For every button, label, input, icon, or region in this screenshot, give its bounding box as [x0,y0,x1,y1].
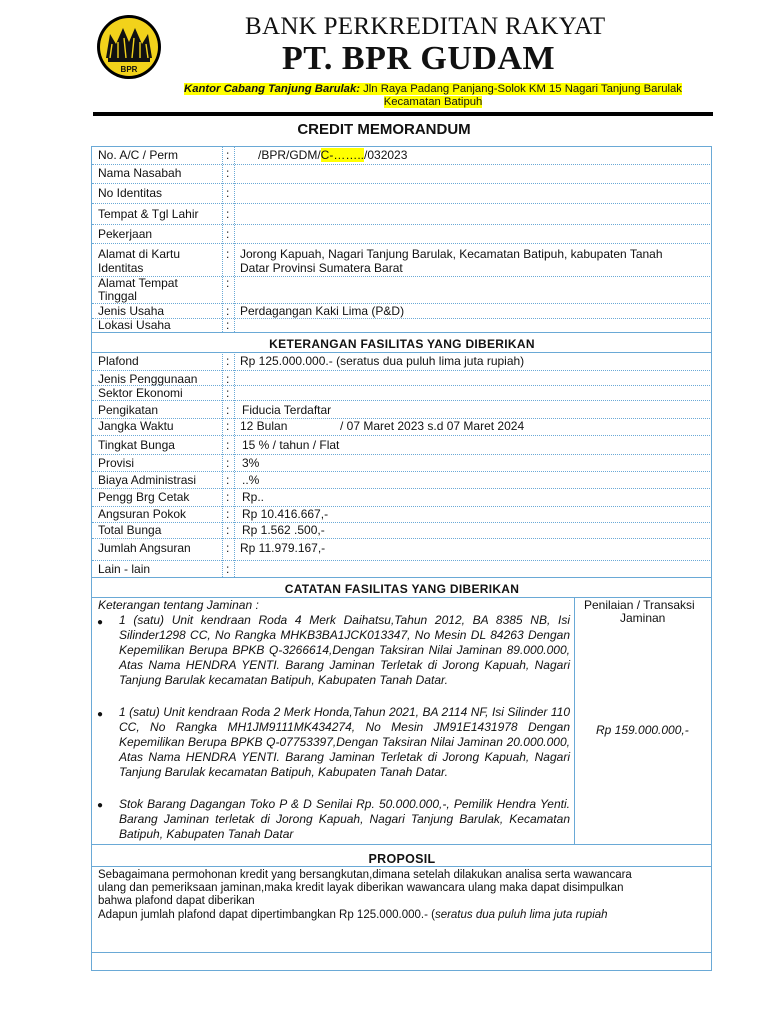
bank-name: BANK PERKREDITAN RAKYAT [245,13,606,40]
sep: : [226,276,230,290]
sep: : [226,386,230,400]
facility-section-title: KETERANGAN FASILITAS YANG DIBERIKAN [269,337,535,351]
account-suffix: /032023 [364,148,408,162]
branch-label: Kantor Cabang Tanjung Barulak: [184,83,360,95]
sep: : [226,148,230,162]
proposal-title: PROPOSIL [368,852,436,866]
logo-text: BPR [120,65,138,74]
sep: : [226,507,230,521]
label-account: No. A/C / Perm [98,148,179,162]
appraisal-value: Rp 159.000.000,- [596,723,689,737]
account-prefix: /BPR/GDM/ [258,148,321,162]
sep: : [226,207,230,221]
appraisal-heading-2: Jaminan [620,611,666,625]
address-line-2: Kecamatan Batipuh [383,96,483,108]
value-principal: Rp 10.416.667,- [242,507,329,521]
sep: : [226,562,230,576]
appraisal-heading-1: Penilaian / Transaksi [584,598,695,612]
value-id-address: Jorong Kapuah, Nagari Tanjung Barulak, Kecamatan Batipuh, kabupaten Tanah [240,247,663,261]
label-interest: Tingkat Bunga [98,438,175,452]
sep: : [226,523,230,537]
label-birth: Tempat & Tgl Lahir [98,207,199,221]
label-id-address: Alamat di Kartu [98,247,181,261]
bullet: ● [97,800,104,811]
bullet: ● [97,709,104,720]
label-term: Jangka Waktu [98,419,174,433]
sep: : [226,403,230,417]
label-job: Pekerjaan [98,227,153,241]
bpr-logo [96,14,162,80]
branch-address [170,83,696,109]
sep: : [226,354,230,368]
notes-section-title: CATATAN FASILITAS YANG DIBERIKAN [284,582,520,596]
value-binding: Fiducia Terdaftar [242,403,332,417]
sep: : [226,490,230,504]
value-interest: 15 % / tahun / Flat [242,438,340,452]
label-id: No Identitas [98,186,163,200]
bullet: ● [97,617,104,628]
value-admin-fee: ..% [242,473,260,487]
label-print-fee: Pengg Brg Cetak [98,490,190,504]
sep: : [226,372,230,386]
sep: : [226,419,230,433]
company-name: PT. BPR GUDAM [282,40,556,77]
sep: : [226,166,230,180]
label-installment: Jumlah Angsuran [98,541,191,555]
label-provision: Provisi [98,456,135,470]
value-plafond: Rp 125.000.000.- (seratus dua puluh lima juta rupiah) [240,354,525,368]
account-mark: C-…….. [320,148,365,162]
collateral-item: 1 (satu) Unit kendraan Roda 4 Merk Daihatsu,Tahun 2012, BA 8385 NB, Isi Silinder1298 CC, No Rangka MHKB3BA1JCK013347, No Mesin DL 84263 Dengan Kepemilikan Berupa BPKB Q-3266614,Dengan Taksiran Nilai Jaminan 89.000.000, Atas Nama HENDRA YENTI. Barang Jaminan Terletak di Jorong Kapuah, Nagari Tanjung Barulak kecamatan Batipuh, Kabupaten Tanah Datar. [119,613,570,687]
label-home-address-2: Tinggal [98,289,137,303]
header-rule [93,112,713,116]
proposal-amount: Adapun jumlah plafond dapat dipertimbangkan Rp 125.000.000.- ( [98,909,435,921]
sep: : [226,186,230,200]
label-others: Lain - lain [98,562,151,576]
value-term: 12 Bulan [240,419,288,433]
sep: : [226,304,230,318]
proposal-amount-words: seratus dua puluh lima juta rupiah [434,909,608,921]
value-term-period: / 07 Maret 2023 s.d 07 Maret 2024 [340,419,525,433]
value-business: Perdagangan Kaki Lima (P&D) [240,304,405,318]
label-id-address-2: Identitas [98,261,144,275]
collateral-item: 1 (satu) Unit kendraan Roda 2 Merk Honda,Tahun 2021, BA 2114 NF, Isi Silinder 110 CC, No Rangka MH1JM9111MK434274, No Mesin JM91E1431978 Dengan Kepemilikan Berupa BPKB Q-07753397,Dengan Taksiran Nilai Jaminan 20.000.000, Atas Nama HENDRA YENTI. Barang Jaminan Terletak di Jorong Kapuah, Nagari Tanjung Barulak kecamatan Batipuh, Kabupaten Tanah Datar. [119,705,570,779]
proposal-line-4 [98,909,608,922]
label-location: Lokasi Usaha [98,318,171,332]
label-home-address: Alamat Tempat [98,276,178,290]
label-plafond: Plafond [98,354,139,368]
collateral-item: Stok Barang Dagangan Toko P & D Senilai Rp. 50.000.000,-, Pemilik Hendra Yenti. Barang Jaminan terletak di Jorong Kapuah, Nagari Tanjung Barulak, Kecamatan Batipuh, Kabupaten Tanah Datar [119,797,570,841]
label-total-interest: Total Bunga [98,523,162,537]
value-installment: Rp 11.979.167,- [240,541,326,555]
label-sector: Sektor Ekonomi [98,386,183,400]
sep: : [226,247,230,261]
label-usage: Jenis Penggunaan [98,372,198,386]
address-line-1: Jln Raya Padang Panjang-Solok KM 15 Nagari Tanjung Barulak [360,83,682,95]
sep: : [226,227,230,241]
sep: : [226,318,230,332]
sep: : [226,456,230,470]
value-total-interest: Rp 1.562 .500,- [242,523,325,537]
proposal-line-2: ulang dan pemeriksaan jaminan,maka kredit layak diberikan wawancara ulang maka dapat disimpulkan [98,882,624,894]
value-account [258,149,407,162]
proposal-line-3: bahwa plafond dapat diberikan [98,895,255,907]
label-binding: Pengikatan [98,403,159,417]
proposal-line-1: Sebagaimana permohonan kredit yang bersangkutan,dimana setelah dilakukan analisa serta wawancara [98,869,632,881]
sep: : [226,438,230,452]
sep: : [226,473,230,487]
collateral-heading: Keterangan tentang Jaminan : [98,598,259,612]
label-business: Jenis Usaha [98,304,165,318]
value-id-address-2: Datar Provinsi Sumatera Barat [240,261,403,275]
label-principal: Angsuran Pokok [98,507,187,521]
label-admin-fee: Biaya Administrasi [98,473,197,487]
label-name: Nama Nasabah [98,166,182,180]
value-provision: 3% [242,456,260,470]
document-title: CREDIT MEMORANDUM [297,121,471,138]
value-print-fee: Rp.. [242,490,265,504]
sep: : [226,541,230,555]
